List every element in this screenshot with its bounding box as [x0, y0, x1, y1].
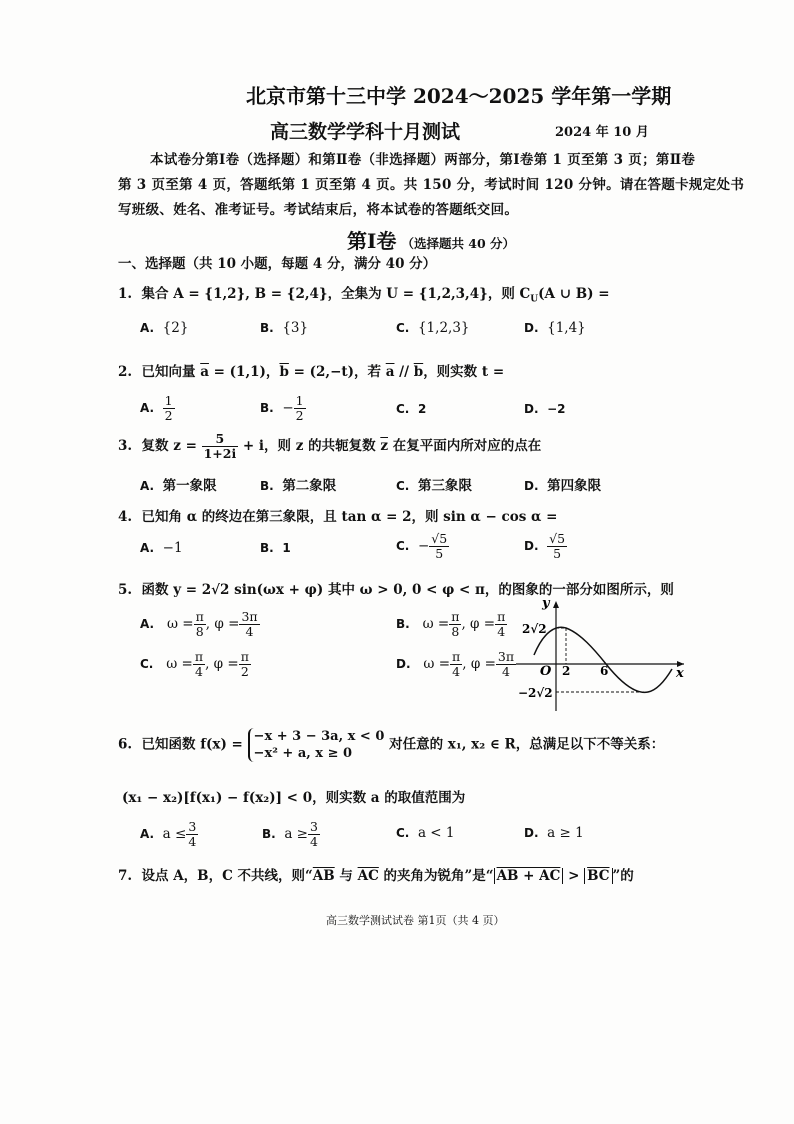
option-value: {3} [282, 320, 309, 336]
q1-option-d [524, 320, 586, 336]
q5-option-a [140, 610, 260, 639]
option-prefix: a ≤ [162, 826, 187, 842]
option-value: 第三象限 [417, 478, 472, 494]
option-value: 1 [282, 541, 291, 555]
q1-option-a [140, 320, 188, 336]
question-4 [118, 505, 557, 525]
intro-line-1: 本试卷分第Ⅰ卷（选择题）和第Ⅱ卷（非选择题）两部分，第Ⅰ卷第 1 页至第 3 页；第Ⅱ卷 [150, 152, 696, 168]
numerator: π [194, 649, 204, 664]
denominator: 4 [452, 664, 461, 679]
question-number: 2. [118, 364, 133, 380]
question-number: 7. [118, 868, 133, 884]
q1-option-c [396, 320, 470, 336]
magnitude-bc: $\overline{BC}$ [584, 868, 612, 884]
numerator: √5 [549, 531, 566, 546]
q4-option-a [140, 540, 183, 556]
denominator: 4 [188, 834, 197, 849]
denominator: 1+2i [203, 446, 237, 461]
denominator: 4 [309, 834, 318, 849]
option-value: {1,2,3} [417, 320, 470, 336]
q2-option-a [140, 394, 175, 423]
option-label: D. [524, 826, 539, 840]
magnitude-sum: AB + AC [494, 868, 564, 884]
q5-option-b [396, 610, 507, 639]
tick-label-6: 6 [600, 664, 609, 678]
piecewise-system [248, 728, 385, 762]
stem-part: > [563, 868, 585, 884]
intro-line-2: 第 3 页至第 4 页，答题纸第 1 页至第 4 页。共 150 分，考试时间 120 分钟。请在答题卡规定处书 [118, 177, 745, 193]
numerator: π [451, 609, 460, 624]
min-label: −2√2 [518, 686, 553, 700]
option-label: B. [396, 617, 410, 631]
fraction [186, 820, 198, 849]
denominator: 2 [164, 408, 173, 423]
numerator: π [195, 609, 204, 624]
option-label: B. [260, 541, 274, 555]
denominator: 4 [497, 624, 506, 639]
stem-part: 对任意的 x₁, x₂ ∈ R，总满足以下不等关系： [389, 736, 665, 753]
q2-option-c [396, 401, 426, 417]
denominator: 5 [435, 546, 444, 561]
fraction [547, 532, 567, 561]
question-6 [118, 728, 664, 762]
vector-b: $\overline{b}$ [279, 364, 289, 380]
option-value: {1,4} [547, 320, 586, 336]
subscript: U [530, 294, 539, 305]
question-number: 1. [118, 286, 133, 302]
section-title: 第Ⅰ卷 [347, 229, 397, 253]
option-label: C. [396, 826, 410, 840]
omega-eq: ω = [166, 616, 194, 632]
denominator: 8 [195, 624, 204, 639]
option-label: D. [524, 402, 539, 416]
option-label: B. [260, 401, 274, 415]
minus-sign: − [417, 538, 430, 554]
fraction [193, 650, 205, 679]
option-value: 2 [417, 402, 427, 416]
conjugate-z: $\overline{z}$ [380, 438, 388, 454]
exam-date: 2024 年 10 月 [555, 125, 649, 140]
stem-part: + i，则 z 的共轭复数 [242, 438, 381, 454]
fraction [495, 610, 507, 639]
option-value: 第一象限 [162, 478, 217, 494]
option-label: D. [524, 321, 539, 335]
part-label: 一、选择题（共 10 小题，每题 4 分，满分 40 分） [118, 256, 437, 272]
question-2 [118, 360, 504, 380]
denominator: 4 [502, 664, 510, 679]
option-value: −1 [162, 540, 183, 556]
omega-eq: ω = [422, 616, 450, 632]
q3-option-c [396, 474, 472, 494]
section-note: （选择题共 40 分） [401, 236, 516, 251]
q5-option-c [140, 650, 251, 679]
option-label: A. [140, 617, 155, 631]
phi-eq: , φ = [205, 656, 239, 672]
question-stem: 集合 A = {1,2}, B = {2,4}，全集为 U = {1,2,3,4}，则 C [141, 286, 531, 302]
phi-eq: , φ = [461, 616, 496, 632]
fraction [429, 532, 449, 561]
question-number: 6. [118, 736, 133, 753]
intro-line-3: 写班级、姓名、准考证号。考试结束后，将本试卷的答题纸交回。 [118, 202, 519, 218]
sine-graph [510, 595, 690, 715]
numerator: π [240, 649, 249, 664]
q2-option-d [524, 401, 566, 417]
option-label: B. [260, 321, 274, 335]
stem-part: 设点 A，B，C 不共线，则“ [141, 868, 313, 884]
option-label: B. [260, 479, 274, 493]
stem-part: ”的 [612, 868, 634, 884]
vector-ac: $\overline{AC}$ [357, 868, 379, 884]
numerator: 3π [497, 649, 515, 664]
fraction [202, 432, 239, 461]
question-number: 3. [118, 438, 133, 454]
q6-option-d [524, 825, 584, 841]
question-stem: 函数 y = 2√2 sin(ωx + φ) 其中 ω > 0, 0 < φ < π，的图象的一部分如图所示，则 [141, 582, 674, 598]
numerator: 5 [202, 432, 239, 447]
fraction [294, 394, 306, 423]
option-label: A. [140, 479, 155, 493]
phi-eq: , φ = [205, 616, 240, 632]
fraction [308, 820, 320, 849]
question-1 [118, 282, 610, 305]
option-label: C. [396, 321, 410, 335]
fraction [163, 394, 175, 423]
stem-part: 复数 z = [141, 438, 197, 454]
tick-label-2: 2 [562, 664, 571, 678]
option-label: A. [140, 541, 155, 555]
q2-option-b [260, 394, 306, 423]
numerator: 1 [295, 393, 304, 408]
option-prefix: a ≥ [284, 826, 308, 842]
exam-subtitle: 高三数学学科十月测试 [270, 121, 461, 143]
numerator: 1 [164, 393, 173, 408]
option-value: {2} [162, 320, 189, 336]
numerator: √5 [431, 531, 448, 546]
option-label: C. [396, 402, 410, 416]
y-axis-arrow [553, 601, 559, 608]
denominator: 4 [195, 664, 203, 679]
option-value: a ≥ 1 [547, 825, 584, 841]
fraction [450, 650, 462, 679]
q4-option-d [524, 532, 567, 561]
question-number: 4. [118, 509, 133, 525]
question-stem-end: (A ∪ B) = [538, 286, 610, 302]
vector-a: $\overline{a}$ [385, 364, 395, 380]
denominator: 5 [553, 546, 562, 561]
stem-part: 与 [334, 868, 358, 884]
option-label: A. [140, 827, 155, 841]
denominator: 2 [295, 408, 304, 423]
minus-sign: − [282, 400, 294, 416]
stem-part: 已知向量 [141, 364, 201, 380]
q4-option-c [396, 532, 449, 561]
stem-part: ，则实数 t = [423, 364, 505, 380]
question-3 [118, 432, 541, 461]
x-axis-label: x [676, 666, 684, 681]
sine-curve [534, 627, 672, 692]
denominator: 4 [245, 624, 254, 639]
page-footer: 高三数学测试试卷 第1页（共 4 页） [326, 914, 505, 927]
q1-option-b [260, 320, 308, 336]
option-label: D. [524, 539, 539, 553]
question-6-line-2: (x₁ − x₂)[f(x₁) − f(x₂)] < 0，则实数 a 的取值范围为 [122, 790, 466, 806]
phi-eq: , φ = [462, 656, 496, 672]
fraction [239, 650, 251, 679]
stem-part: // [394, 364, 414, 380]
option-label: C. [396, 479, 410, 493]
question-7 [118, 864, 634, 884]
q5-option-d [396, 650, 516, 679]
option-label: B. [262, 827, 276, 841]
stem-part: 在复平面内所对应的点在 [388, 438, 542, 454]
fraction [449, 610, 461, 639]
question-stem: 已知角 α 的终边在第三象限，且 tan α = 2，则 sin α − cos α = [141, 509, 558, 525]
origin-label: O [540, 664, 552, 679]
vector-ab: $\overline{AB}$ [312, 868, 335, 884]
q4-option-b [260, 540, 291, 556]
denominator: 2 [240, 664, 249, 679]
q3-option-a [140, 474, 217, 494]
option-label: D. [396, 657, 411, 671]
omega-eq: ω = [423, 656, 451, 672]
omega-eq: ω = [166, 656, 193, 672]
case-1: −x + 3 − 3a, x < 0 [253, 729, 385, 744]
max-label: 2√2 [522, 622, 547, 636]
section-heading [347, 225, 515, 254]
numerator: π [452, 649, 461, 664]
numerator: 3 [309, 819, 318, 834]
stem-part: 的夹角为锐角”是“ [378, 868, 494, 884]
exam-title: 北京市第十三中学 2024～2025 学年第一学期 [246, 84, 672, 108]
stem-part: = (1,1)， [208, 364, 280, 380]
option-label: C. [140, 657, 154, 671]
q3-option-b [260, 474, 336, 494]
fraction [194, 610, 206, 639]
denominator: 8 [451, 624, 460, 639]
stem-part: = (2,−t)，若 [288, 364, 386, 380]
fraction [239, 610, 259, 639]
numerator: 3π [241, 609, 258, 624]
y-axis-label: y [542, 596, 550, 611]
vector-a: $\overline{a}$ [200, 364, 209, 380]
option-value: 第四象限 [547, 478, 602, 494]
case-2: −x² + a, x ≥ 0 [253, 746, 353, 761]
question-number: 5. [118, 582, 133, 598]
numerator: π [497, 609, 506, 624]
vector-b: $\overline{b}$ [413, 364, 424, 380]
option-label: C. [396, 539, 410, 553]
option-label: A. [140, 401, 155, 415]
q6-option-b [262, 820, 320, 849]
option-value: −2 [547, 402, 566, 416]
q3-option-d [524, 474, 601, 494]
q6-option-c [396, 825, 455, 841]
option-label: D. [524, 479, 539, 493]
option-value: 第二象限 [282, 478, 337, 494]
option-label: A. [140, 321, 155, 335]
stem-part: 已知函数 f(x) = [141, 736, 243, 753]
numerator: 3 [188, 819, 197, 834]
q6-option-a [140, 820, 198, 849]
option-value: a < 1 [417, 825, 455, 841]
